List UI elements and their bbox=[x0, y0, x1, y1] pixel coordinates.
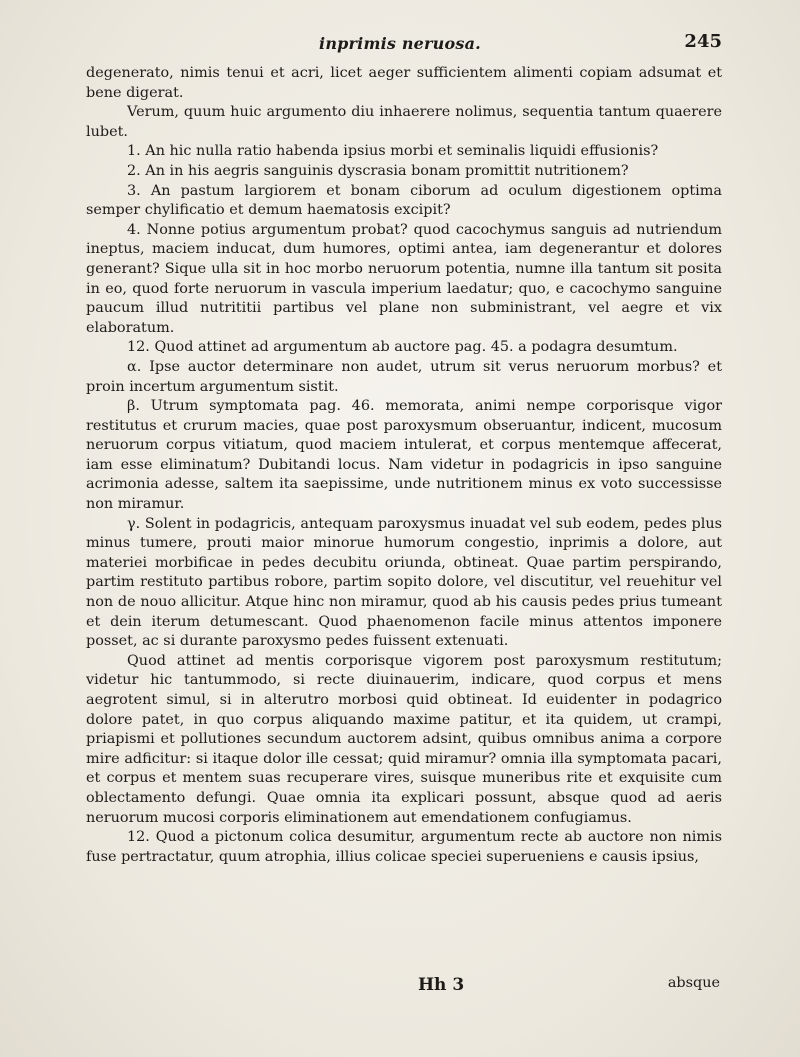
catchword: absque bbox=[667, 975, 720, 991]
paragraph: β. Utrum symptomata pag. 46. memorata, animi nempe corporisque vigor restitutus et crurum macies, quae post paroxysmum obseruantur, indicent, mucosum neruorum corpus vitiatum, quod maciem intulerat, et corpus mentemque affecerat, iam esse eliminatum? Dubitandi locus. Nam videtur in podagricis in ipso sanguine acrimonia adesse, saltem ita saepissime, unde nutritionem minus ex voto successisse non miramur. bbox=[86, 398, 722, 513]
paragraph: 2. An in his aegris sanguinis dyscrasia bonam promittit nutritionem? bbox=[127, 162, 629, 179]
signature-mark: Hh 3 bbox=[418, 975, 465, 995]
paragraph: 3. An pastum largiorem et bonam ciborum ad oculum digestionem optima semper chylificatio et demum haematosis excipit? bbox=[86, 182, 722, 219]
paragraph: degenerato, nimis tenui et acri, licet aeger sufficientem alimenti copiam adsumat et bene digerat. bbox=[86, 65, 722, 101]
paragraph: 12. Quod a pictonum colica desumitur, argumentum recte ab auctore non nimis fuse pertractatur, quum atrophia, illius colicae speciei superueniens e causis ipsius, bbox=[86, 829, 722, 865]
paragraph: α. Ipse auctor determinare non audet, utrum sit verus neruorum morbus? et proin incertum argumentum sistit. bbox=[86, 358, 722, 395]
paragraph: Quod attinet ad mentis corporisque vigorem post paroxysmum restitutum; videtur hic tantummodo, si recte diuinauerim, indicare, quod corpus et mens aegrotent simul, si in alterutro morbosi quid obtineat. Id euidenter in podagrico dolore patet, in quo corpus aliquando maxime patitur, et ita quidem, ut crampi, priapismi et pollutiones secundum auctorem adsint, quibus omnibus anima a corpore mire adficitur: si itaque dolor ille cessat; quid miramur? omnia illa symptomata pacari, et corpus et mentem suas recuperare vires, suisque muneribus rite et exquisite cum oblectamento defungi. Quae omnia ita explicari possunt, absque quod ad aeris neruorum mucosi corporis eliminationem aut emendationem confugiamus. bbox=[86, 652, 722, 826]
running-head: inprimis neruosa. bbox=[319, 34, 481, 53]
paragraph: Verum, quum huic argumento diu inhaerere nolimus, sequentia tantum quaerere lubet. bbox=[86, 104, 722, 140]
body-text bbox=[86, 64, 722, 867]
paragraph: 1. An hic nulla ratio habenda ipsius morbi et seminalis liquidi effusionis? bbox=[127, 143, 659, 160]
paragraph: γ. Solent in podagricis, antequam paroxysmus inuadat vel sub eodem, pedes plus minus tumere, prouti maior minorue humorum congestio, inprimis a dolore, aut materiei morbificae in pedes decubitu oriunda, obtineat. Quae partim perspirando, partim restituto partibus robore, partim sopito dolore, vel discutitur, vel reuehitur vel non de nouo allicitur. Atque hinc non miramur, quod ab his causis pedes prius tumeant et dein iterum detumescant. Quod phaenomenon facile minus attentos imponere posset, ac si durante paroxysmo pedes fuissent extenuati. bbox=[86, 515, 722, 650]
page-number: 245 bbox=[684, 31, 722, 52]
paragraph: 4. Nonne potius argumentum probat? quod cacochymus sanguis ad nutriendum ineptus, maciem inducat, dum humores, optimi antea, iam degenerantur et dolores generant? Sique ulla sit in hoc morbo neruorum potentia, numne illa tantum sit posita in eo, quod forte neruorum in vascula imperium laedatur; quo, e cacochymo sanguine paucum illud nutrititii partibus vel plane non subministrant, vel aegre et vix elaboratum. bbox=[86, 221, 722, 336]
paragraph: 12. Quod attinet ad argumentum ab auctore pag. 45. a podagra desumtum. bbox=[127, 339, 678, 356]
